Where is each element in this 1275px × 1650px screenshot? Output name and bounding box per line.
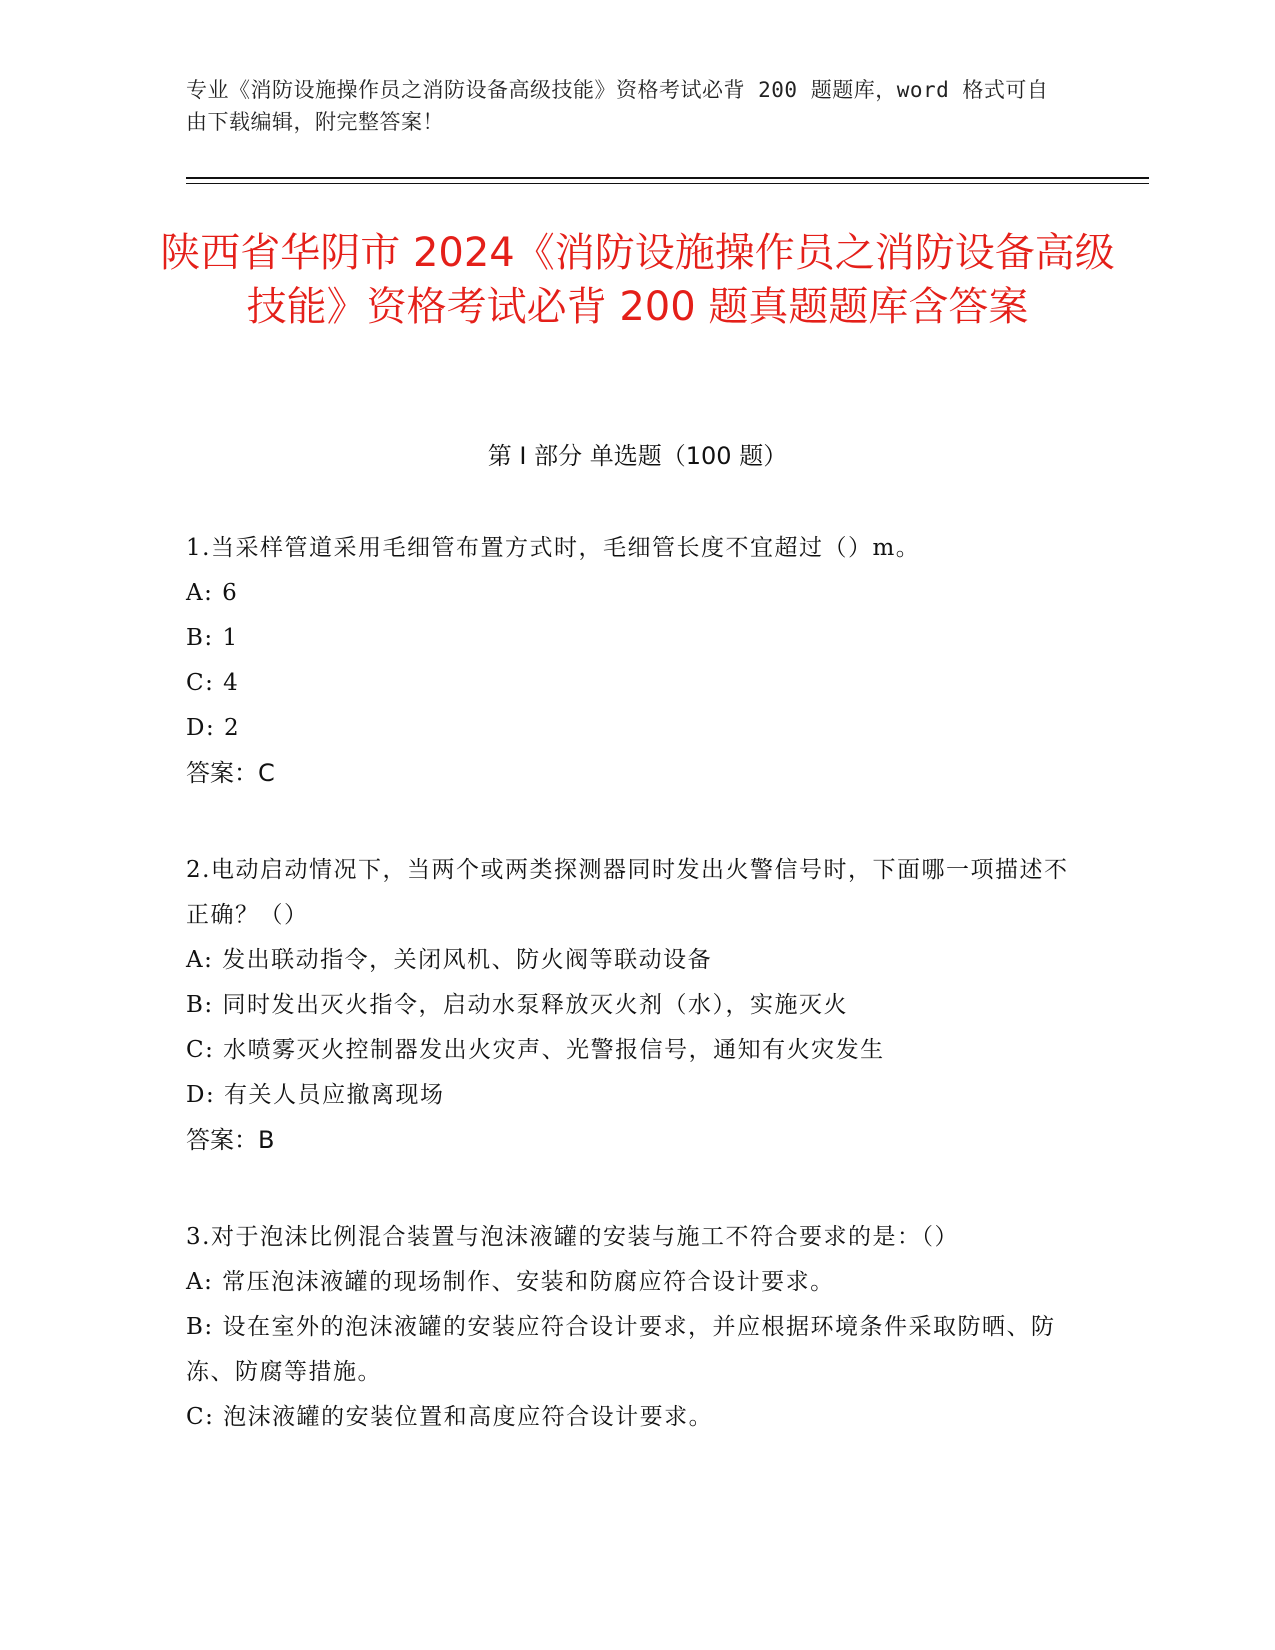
header-rule-thick — [186, 177, 1149, 179]
option-d: D: 2 — [186, 715, 241, 741]
question-2 — [186, 848, 1076, 1163]
option-a: A: 6 — [186, 580, 239, 606]
question-stem: 2.电动启动情况下，当两个或两类探测器同时发出火警信号时，下面哪一项描述不正确？（） — [186, 857, 1069, 928]
question-3 — [186, 1215, 1076, 1440]
option-d: D: 有关人员应撤离现场 — [186, 1082, 445, 1108]
answer: 答案：B — [186, 1126, 275, 1154]
header-note: 专业《消防设施操作员之消防设备高级技能》资格考试必背 200 题题库，word 格式可自由下载编辑，附完整答案！ — [186, 78, 1049, 134]
option-b: B: 1 — [186, 625, 239, 651]
option-c: C: 泡沫液罐的安装位置和高度应符合设计要求。 — [186, 1404, 714, 1430]
option-c: C: 4 — [186, 670, 240, 696]
question-list — [186, 526, 1076, 1492]
option-b: B: 设在室外的泡沫液罐的安装应符合设计要求，并应根据环境条件采取防晒、防冻、防腐等措施。 — [186, 1314, 1056, 1385]
document-title: 陕西省华阴市 2024《消防设施操作员之消防设备高级技能》资格考试必背 200 题真题题库含答案 — [160, 230, 1115, 330]
option-b: B: 同时发出灭火指令，启动水泵释放灭火剂（水），实施灭火 — [186, 992, 848, 1018]
header-rule-thin — [186, 183, 1149, 184]
question-1 — [186, 526, 1076, 796]
option-a: A: 常压泡沫液罐的现场制作、安装和防腐应符合设计要求。 — [186, 1269, 835, 1295]
option-c: C: 水喷雾灭火控制器发出火灾声、光警报信号，通知有火灾发生 — [186, 1037, 885, 1063]
question-stem: 1.当采样管道采用毛细管布置方式时，毛细管长度不宜超过（）m。 — [186, 535, 921, 561]
question-stem: 3.对于泡沫比例混合装置与泡沫液罐的安装与施工不符合要求的是：（） — [186, 1224, 959, 1250]
option-a: A: 发出联动指令，关闭风机、防火阀等联动设备 — [186, 947, 713, 973]
section-title: 第 I 部分 单选题（100 题） — [487, 442, 788, 470]
answer: 答案：C — [186, 759, 275, 787]
